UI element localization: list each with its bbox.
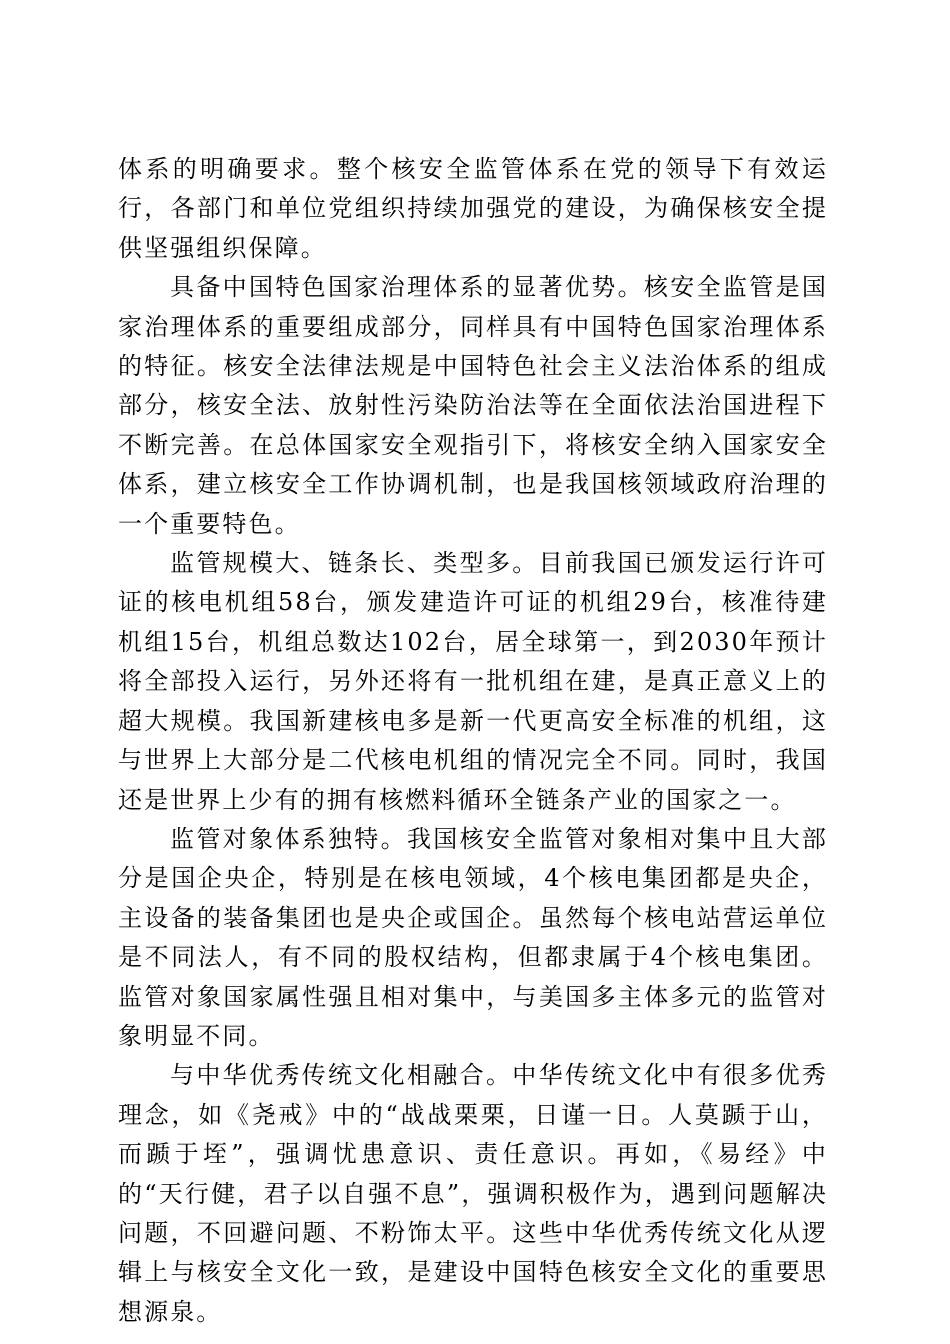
paragraph-regulation-scale: 监管规模大、链条长、类型多。目前我国已颁发运行许可证的核电机组58台，颁发建造许可证的机组29台，核准待建机组15台，机组总数达102台，居全球第一，到2030年预计将全部投入运行，另外还将有一批机组在建，是真正意义上的超大规模。我国新建核电多是新一代更高安全标准的机组，这与世界上大部分是二代核电机组的情况完全不同。同时，我国还是世界上少有的拥有核燃料循环全链条产业的国家之一。: [118, 549, 828, 814]
paragraph-governance-advantage: 具备中国特色国家治理体系的显著优势。核安全监管是国家治理体系的重要组成部分，同样具有中国特色国家治理体系的特征。核安全法律法规是中国特色社会主义法治体系的组成部分，核安全法、放射性污染防治法等在全面依法治国进程下不断完善。在总体国家安全观指引下，将核安全纳入国家安全体系，建立核安全工作协调机制，也是我国核领域政府治理的一个重要特色。: [118, 273, 828, 538]
document-body: [118, 150, 828, 1332]
paragraph-continuation: 体系的明确要求。整个核安全监管体系在党的领导下有效运行，各部门和单位党组织持续加强党的建设，为确保核安全提供坚强组织保障。: [118, 155, 828, 262]
paragraph-regulated-entities: 监管对象体系独特。我国核安全监管对象相对集中且大部分是国企央企，特别是在核电领域，4个核电集团都是央企，主设备的装备集团也是央企或国企。虽然每个核电站营运单位是不同法人，有不同的股权结构，但都隶属于4个核电集团。监管对象国家属性强且相对集中，与美国多主体多元的监管对象明显不同。: [118, 824, 828, 1050]
paragraph-traditional-culture: 与中华优秀传统文化相融合。中华传统文化中有很多优秀理念，如《尧戒》中的“战战栗栗，日谨一日。人莫踬于山，而踬于垤”，强调忧患意识、责任意识。再如，《易经》中的“天行健，君子以自强不息”，强调积极作为，遇到问题解决问题，不回避问题、不粉饰太平。这些中华优秀传统文化从逻辑上与核安全文化一致，是建设中国特色核安全文化的重要思想源泉。: [118, 1061, 828, 1326]
